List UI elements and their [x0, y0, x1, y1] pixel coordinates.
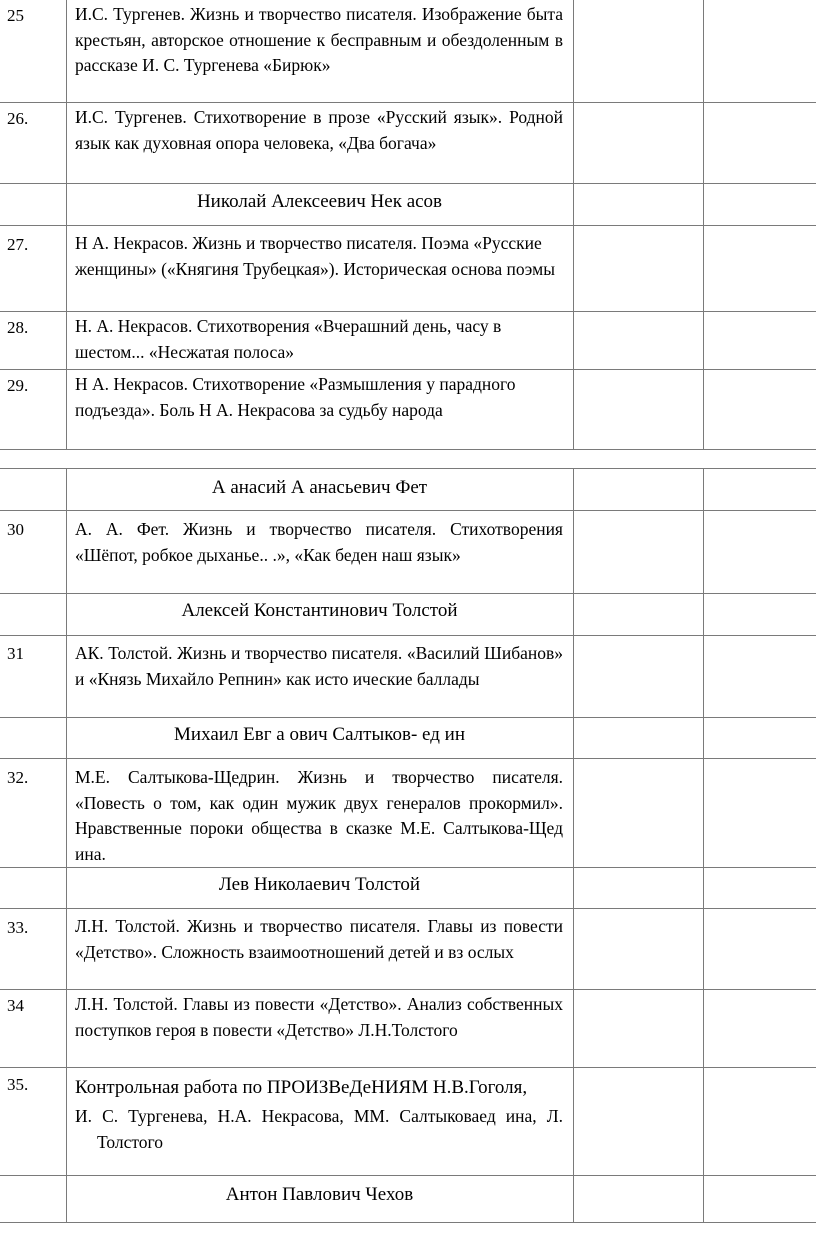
lesson-topic: М.Е. Салтыкова-Щедрин. Жизнь и творчество писателя. «Повесть о том, как один мужик двух генералов прокормил». Нравственные пороки общества в сказке М.Е. Салтыкова-Щед ина.	[75, 767, 563, 864]
lesson-table-part-1	[0, 0, 816, 450]
section-heading-row	[0, 184, 816, 226]
table-row	[0, 312, 816, 370]
test-title: Контрольная работа по ПРОИЗВеДеНИЯМ Н.В.Гоголя,	[75, 1077, 528, 1098]
table-row	[0, 103, 816, 184]
table-row	[0, 226, 816, 312]
row-number: 30	[7, 520, 24, 539]
lesson-table-part-2	[0, 468, 816, 1223]
table-row	[0, 1068, 816, 1176]
row-number: 35.	[7, 1075, 29, 1094]
section-heading-row	[0, 469, 816, 511]
lesson-topic: АК. Толстой. Жизнь и творчество писателя. «Василий Шибанов» и «Князь Михайло Репнин» как исто ические баллады	[75, 643, 563, 689]
lesson-topic: И.С. Тургенев. Жизнь и творчество писателя. Изображение быта крестьян, авторское отношение к бесправным и обездоленным в рассказе И. С. Тургенева «Бирюк»	[75, 4, 563, 75]
table-row	[0, 370, 816, 450]
row-number: 34	[7, 996, 24, 1015]
section-heading-row	[0, 594, 816, 636]
lesson-topic	[75, 1068, 563, 1155]
row-number: 25	[7, 6, 24, 25]
row-number: 32.	[7, 768, 29, 787]
row-number: 33.	[7, 918, 29, 937]
lesson-topic: И.С. Тургенев. Стихотворение в прозе «Русский язык». Родной язык как духовная опора человека, «Два богача»	[75, 107, 563, 153]
row-number: 27.	[7, 235, 29, 254]
row-number: 31	[7, 644, 24, 663]
author-heading: А анасий А анасьевич Фет	[211, 477, 428, 498]
table-row	[0, 759, 816, 868]
section-heading-row	[0, 718, 816, 759]
row-number: 26.	[7, 109, 29, 128]
section-heading-row	[0, 868, 816, 909]
table-row	[0, 990, 816, 1068]
author-heading: Михаил Евг а ович Салтыков- ед ин	[174, 724, 465, 745]
author-heading: Николай Алексеевич Нек асов	[196, 191, 443, 212]
lesson-topic: Л.Н. Толстой. Главы из повести «Детство». Анализ собственных поступков героя в повести «Детство» Л.Н.Толстого	[75, 994, 563, 1040]
section-heading-row	[0, 1176, 816, 1223]
lesson-topic: А. А. Фет. Жизнь и творчество писателя. Стихотворения «Шёпот, робкое дыханье.. .», «Как беден наш язык»	[75, 519, 563, 565]
row-number: 28.	[7, 318, 29, 337]
lesson-topic: Н А. Некрасов. Стихотворение «Размышления у парадного подъезда». Боль Н А. Некрасова за судьбу народа	[75, 374, 516, 420]
table-row	[0, 0, 816, 103]
table-row	[0, 511, 816, 594]
author-heading: Лев Николаевич Толстой	[218, 874, 421, 895]
author-heading: Антон Павлович Чехов	[225, 1184, 414, 1205]
row-number: 29.	[7, 376, 29, 395]
author-heading: Алексей Константинович Толстой	[181, 600, 458, 621]
test-authors: И. С. Тургенева, Н.А. Некрасова, ММ. Салтыковаед ина, Л. Толстого	[75, 1106, 563, 1152]
lesson-topic: Л.Н. Толстой. Жизнь и творчество писателя. Главы из повести «Детство». Сложность взаимоотношений детей и вз ослых	[75, 916, 563, 962]
table-row	[0, 636, 816, 718]
lesson-topic: Н. А. Некрасов. Стихотворения «Вчерашний день, часу в шестом... «Несжатая полоса»	[75, 316, 502, 362]
lesson-topic: Н А. Некрасов. Жизнь и творчество писателя. Поэма «Русские женщины» («Княгиня Трубецкая»). Историческая основа поэмы	[75, 233, 555, 279]
table-row	[0, 909, 816, 990]
